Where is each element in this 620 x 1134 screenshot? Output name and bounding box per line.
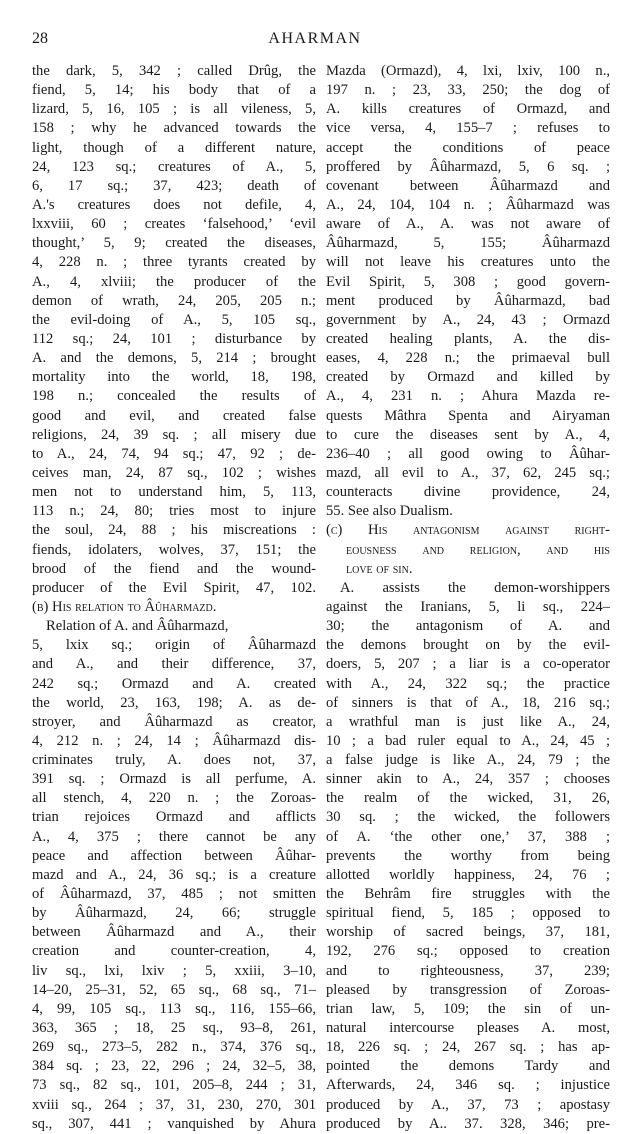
index-line: Âûharmazd, 5, 155; Âûharmazd: [326, 235, 610, 252]
index-line: A. kills creatures of Ormazd, and: [326, 101, 610, 118]
index-line: 10 ; a bad ruler equal to A., 24, 45 ;: [326, 732, 610, 749]
index-line: produced by A.. 37. 328, 346; pre-: [326, 1115, 610, 1132]
index-line: of sinners is that of A., 18, 216 sq.;: [326, 694, 610, 711]
index-line: (b) His relation to Âûharmazd.: [32, 598, 217, 615]
index-line: 192, 276 sq.; opposed to creation: [326, 943, 610, 960]
index-line: the Behrâm fire struggles with the: [326, 886, 610, 903]
index-line: the demons brought on by the evil-: [326, 637, 610, 654]
index-line: xviii sq., 264 ; 37, 31, 230, 270, 301: [32, 1096, 316, 1113]
index-line: Evil Spirit, 5, 308 ; good govern-: [326, 273, 610, 290]
index-line: trian law, 5, 109; the sin of un-: [326, 1000, 610, 1017]
index-line: 384 sq. ; 23, 22, 296 ; 24, 32–5, 38,: [32, 1058, 316, 1075]
index-line: 4, 212 n. ; 24, 14 ; Âûharmazd dis-: [32, 732, 316, 749]
right-column: [326, 62, 610, 1134]
index-line: thought,’ 5, 9; created the diseases,: [32, 235, 316, 252]
index-line: worship of sacred beings, 37, 181,: [326, 924, 610, 941]
index-line: created by Ormazd and killed by: [326, 369, 610, 386]
index-line: A. assists the demon-worshippers: [340, 579, 610, 596]
index-line: sinner akin to A., 24, 357 ; chooses: [326, 771, 610, 788]
index-columns: [32, 62, 610, 1132]
index-line: allotted worldly happiness, 24, 76 ;: [326, 866, 610, 883]
index-line: vice versa, 4, 155–7 ; refuses to: [326, 120, 610, 137]
index-line: quests Mâthra Spenta and Airyaman: [326, 407, 610, 424]
index-line: 6, 17 sq.; 37, 423; death of: [32, 177, 316, 194]
index-line: light, though of a different nature,: [32, 139, 316, 156]
index-line: 30; the antagonism of A. and: [326, 618, 610, 635]
index-line: Afterwards, 24, 346 sq. ; injustice: [326, 1077, 610, 1094]
index-line: proffered by Âûharmazd, 5, 6 sq. ;: [326, 158, 610, 175]
index-line: liv sq., lxi, lxiv ; 5, xxiii, 3–10,: [32, 962, 316, 979]
index-line: A.'s creatures does not defile, 4,: [32, 196, 316, 213]
index-line: to A., 24, 74, 94 sq.; 47, 92 ; de-: [32, 445, 316, 462]
index-line: pointed the demons Tardy and: [326, 1058, 610, 1075]
index-line: Relation of A. and Âûharmazd,: [46, 618, 229, 635]
index-line: producer of the Evil Spirit, 47, 102.: [32, 579, 316, 596]
running-head: AHARMAN: [268, 30, 362, 47]
index-line: all stench, 4, 220 n. ; the Zoroas-: [32, 790, 316, 807]
index-line: accept the conditions of peace: [326, 139, 610, 156]
index-line: covenant between Âûharmazd and: [326, 177, 610, 194]
index-line: criminates truly, A. does not, 37,: [32, 752, 316, 769]
index-line: the evil-doing of A., 5, 105 sq.,: [32, 311, 316, 328]
index-line: 158 ; why he advanced towards the: [32, 120, 316, 137]
index-line: 363, 365 ; 18, 25 sq., 93–8, 261,: [32, 1020, 316, 1037]
index-line: A., 4, xlviii; the producer of the: [32, 273, 316, 290]
left-column: [32, 62, 316, 1134]
index-line: 236–40 ; all good owing to Âûhar-: [326, 445, 610, 462]
index-line: peace and affection between Âûhar-: [32, 847, 316, 864]
index-line: ceives man, 24, 87 sq., 102 ; wishes: [32, 464, 316, 481]
index-line: 269 sq., 273–5, 282 n., 374, 376 sq.,: [32, 1039, 316, 1056]
index-line: against the Iranians, 5, li sq., 224–: [326, 598, 610, 615]
index-line: a wrathful man is just like A., 24,: [326, 713, 610, 730]
index-line: 24, 123 sq.; creatures of A., 5,: [32, 158, 316, 175]
index-line: eousness and religion, and his: [346, 541, 610, 558]
index-line: prevents the worthy from being: [326, 847, 610, 864]
index-line: stroyer, and Âûharmazd as creator,: [32, 713, 316, 730]
index-line: the world, 23, 163, 198; A. as de-: [32, 694, 316, 711]
index-line: 55. See also Dualism.: [326, 503, 453, 520]
index-line: 198 n.; concealed the results of: [32, 388, 316, 405]
index-line: (c) His antagonism against right-: [326, 522, 610, 539]
index-line: aware of A., A. was not aware of: [326, 216, 610, 233]
page-number: 28: [32, 30, 48, 47]
index-line: 4, 228 n. ; three tyrants created by: [32, 254, 316, 271]
index-line: doers, 5, 207 ; a liar is a co-operator: [326, 656, 610, 673]
index-line: the dark, 5, 342 ; called Drûg, the: [32, 63, 316, 79]
index-line: religions, 24, 39 sq. ; all misery due: [32, 426, 316, 443]
index-line: good and evil, and created false: [32, 407, 316, 424]
index-line: 112 sq.; 24, 101 ; disturbance by: [32, 330, 316, 347]
index-line: created healing plants, A. the dis-: [326, 330, 610, 347]
index-line: government by A., 24, 43 ; Ormazd: [326, 311, 610, 328]
index-line: mortality into the world, 18, 198,: [32, 369, 316, 386]
index-line: 30 sq. ; the wicked, the followers: [326, 809, 610, 826]
index-line: Mazda (Ormazd), 4, lxi, lxiv, 100 n.,: [326, 63, 610, 79]
index-line: will not leave his creatures unto the: [326, 254, 610, 271]
index-line: 18, 226 sq. ; 24, 267 sq. ; has ap-: [326, 1039, 610, 1056]
index-line: A., 24, 104, 104 n. ; Âûharmazd was: [326, 196, 610, 213]
index-line: a false judge is like A., 24, 79 ; the: [326, 752, 610, 769]
index-line: lizard, 5, 16, 105 ; is all vileness, 5,: [32, 101, 316, 118]
index-line: fiends, idolaters, wolves, 37, 151; the: [32, 541, 316, 558]
index-line: 197 n. ; 23, 33, 250; the dog of: [326, 82, 610, 99]
index-line: by Âûharmazd, 24, 66; struggle: [32, 905, 316, 922]
index-line: pleased by transgression of Zoroas-: [326, 981, 610, 998]
index-line: brood of the fiend and the wound-: [32, 560, 316, 577]
index-line: between Âûharmazd and A., their: [32, 924, 316, 941]
index-line: with A., 24, 322 sq.; the practice: [326, 675, 610, 692]
index-line: trian rejoices Ormazd and afflicts: [32, 809, 316, 826]
index-line: creation and counter-creation, 4,: [32, 943, 316, 960]
index-line: A., 4, 231 n. ; Ahura Mazda re-: [326, 388, 610, 405]
index-line: the realm of the wicked, 31, 26,: [326, 790, 610, 807]
index-line: eases, 4, 228 n.; the primaeval bull: [326, 350, 610, 367]
index-line: lxxviii, 60 ; creates ‘falsehood,’ ‘evil: [32, 216, 316, 233]
index-line: and to righteousness, 37, 239;: [326, 962, 610, 979]
index-line: A. and the demons, 5, 214 ; brought: [32, 350, 316, 367]
index-line: counteracts divine providence, 24,: [326, 484, 610, 501]
index-line: demon of wrath, 24, 205, 205 n.;: [32, 292, 316, 309]
index-line: 242 sq.; Ormazd and A. created: [32, 675, 316, 692]
index-line: mazd, all evil to A., 37, 62, 245 sq.;: [326, 464, 610, 481]
index-line: 5, lxix sq.; origin of Âûharmazd: [32, 637, 316, 654]
index-line: 391 sq. ; Ormazd is all perfume, A.: [32, 771, 316, 788]
index-line: 4, 99, 105 sq., 113 sq., 116, 155–66,: [32, 1000, 316, 1017]
index-line: ment produced by Âûharmazd, bad: [326, 292, 610, 309]
index-line: spiritual fiend, 5, 185 ; opposed to: [326, 905, 610, 922]
index-line: 14–20, 25–31, 52, 65 sq., 68 sq., 71–: [32, 981, 316, 998]
index-line: of Âûharmazd, 37, 485 ; not smitten: [32, 886, 316, 903]
index-line: love of sin.: [346, 560, 413, 577]
index-line: men not to understand him, 5, 113,: [32, 484, 316, 501]
page-header: [28, 30, 602, 54]
index-line: 73 sq., 82 sq., 101, 205–8, 244 ; 31,: [32, 1077, 316, 1094]
index-line: of A. ‘the other one,’ 37, 388 ;: [326, 828, 610, 845]
index-line: to cure the diseases sent by A., 4,: [326, 426, 610, 443]
index-line: sq., 307, 441 ; vanquished by Ahura: [32, 1115, 316, 1132]
index-line: natural intercourse pleases A. most,: [326, 1020, 610, 1037]
index-line: the soul, 24, 88 ; his miscreations :: [32, 522, 316, 539]
index-line: mazd and A., 24, 36 sq.; is a creature: [32, 866, 316, 883]
index-line: fiend, 5, 14; his body that of a: [32, 82, 316, 99]
index-line: and A., and their difference, 37,: [32, 656, 316, 673]
index-line: produced by A., 37, 73 ; apostasy: [326, 1096, 610, 1113]
index-line: 113 n.; 24, 80; tries most to injure: [32, 503, 316, 520]
index-line: A., 4, 375 ; there cannot be any: [32, 828, 316, 845]
